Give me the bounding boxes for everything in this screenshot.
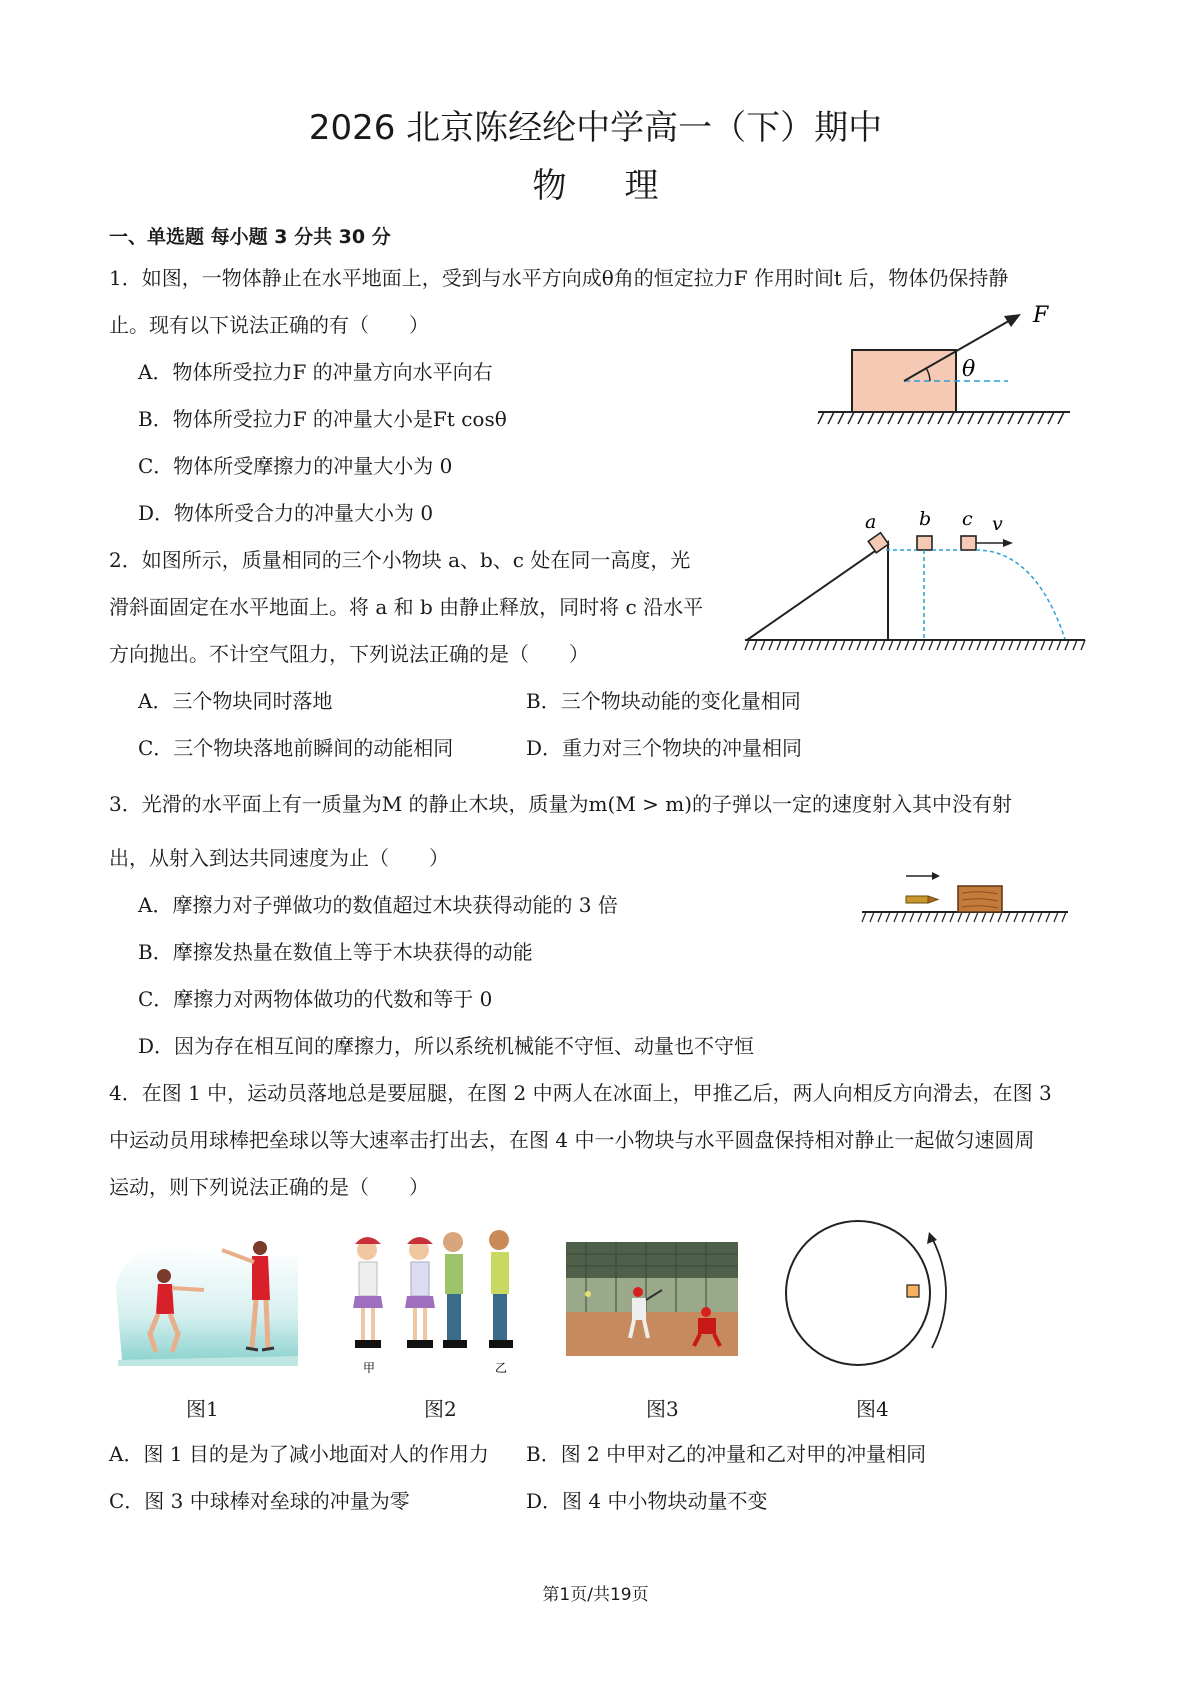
q4-rotation-arrow: [932, 1238, 946, 1348]
q1-option-a: A．物体所受拉力F 的冲量方向水平向右: [138, 360, 493, 384]
q2-option-a: A．三个物块同时落地: [138, 689, 333, 713]
q4-option-d: D．图 4 中小物块动量不变: [526, 1489, 768, 1513]
q4-fig1-gymnast: [112, 1228, 302, 1368]
q1-stem-line1: 1．如图，一物体静止在水平地面上，受到与水平方向成θ角的恒定拉力F 作用时间t 后，物体仍保持静: [109, 266, 1009, 290]
q4-option-b: B．图 2 中甲对乙的冲量和乙对甲的冲量相同: [526, 1442, 927, 1466]
q2-block-b: [917, 536, 932, 550]
q4-caption-fig2: 图2: [424, 1397, 457, 1421]
q3-stem-line1: 3．光滑的水平面上有一质量为M 的静止木块，质量为m(M > m)的子弹以一定的速度射入其中没有射: [109, 792, 1013, 816]
q4-stem-line3: 运动，则下列说法正确的是（ ）: [109, 1175, 429, 1199]
q1-option-d: D．物体所受合力的冲量大小为 0: [138, 501, 434, 525]
q2-label-v: v: [992, 513, 1003, 535]
q3-option-c: C．摩擦力对两物体做功的代数和等于 0: [138, 987, 493, 1011]
q4-fig2-label-jia: 甲: [363, 1361, 376, 1375]
q2-c-path: [976, 550, 1065, 639]
q4-option-c: C．图 3 中球棒对垒球的冲量为零: [109, 1489, 410, 1513]
q2-label-c: c: [962, 508, 973, 530]
q3-stem-line2: 出，从射入到达共同速度为止（ ）: [109, 846, 449, 870]
q4-fig4-disk: [782, 1218, 952, 1368]
q2-block-a: [868, 533, 888, 553]
q3-bullet: [906, 896, 938, 903]
q2-stem-line2: 滑斜面固定在水平地面上。将 a 和 b 由静止释放，同时将 c 沿水平: [109, 595, 704, 619]
q3-option-a: A．摩擦力对子弹做功的数值超过木块获得动能的 3 倍: [138, 893, 618, 917]
q4-stem-line2: 中运动员用球棒把垒球以等大速率击打出去，在图 4 中一小物块与水平圆盘保持相对静止一起做匀速圆周: [109, 1128, 1035, 1152]
q4-small-block: [907, 1285, 919, 1297]
q2-option-b: B．三个物块动能的变化量相同: [526, 689, 801, 713]
q4-fig2-skaters: [345, 1228, 535, 1378]
q3-option-d: D．因为存在相互间的摩擦力，所以系统机械能不守恒、动量也不守恒: [138, 1034, 755, 1058]
q4-caption-fig1: 图1: [186, 1397, 219, 1421]
page-title: 2026 北京陈经纶中学高一（下）期中: [308, 108, 883, 148]
q1-option-b: B．物体所受拉力F 的冲量大小是Ft cosθ: [138, 407, 507, 431]
section-heading: 一、单选题 每小题 3 分共 30 分: [109, 226, 391, 248]
q4-caption-fig3: 图3: [646, 1397, 679, 1421]
q1-force-label: F: [1033, 303, 1049, 328]
q2-stem-line3: 方向抛出。不计空气阻力，下列说法正确的是（ ）: [109, 642, 589, 666]
q2-stem-line1: 2．如图所示，质量相同的三个小物块 a、b、c 处在同一高度，光: [109, 548, 691, 572]
q1-theta-label: θ: [962, 357, 976, 382]
q2-label-a: a: [865, 511, 877, 533]
q2-incline: [747, 542, 888, 640]
q2-block-c: [961, 536, 976, 550]
q2-label-b: b: [919, 508, 932, 530]
q2-option-d: D．重力对三个物块的冲量相同: [526, 736, 803, 760]
page-number: 第1页/共19页: [542, 1585, 649, 1605]
q1-option-c: C．物体所受摩擦力的冲量大小为 0: [138, 454, 453, 478]
q3-option-b: B．摩擦发热量在数值上等于木块获得的动能: [138, 940, 533, 964]
q4-caption-fig4: 图4: [856, 1397, 889, 1421]
q3-figure: [862, 866, 1072, 926]
q4-fig3-baseball-photo: [566, 1242, 738, 1356]
q2-option-c: C．三个物块落地前瞬间的动能相同: [138, 736, 454, 760]
q4-option-a: A．图 1 目的是为了减小地面对人的作用力: [109, 1442, 489, 1466]
q1-stem-line2: 止。现有以下说法正确的有（ ）: [109, 313, 429, 337]
q4-stem-line1: 4．在图 1 中，运动员落地总是要屈腿，在图 2 中两人在冰面上，甲推乙后，两人向相反方向滑去，在图 3: [109, 1081, 1052, 1105]
q1-figure: [818, 300, 1078, 430]
q4-fig2-label-yi: 乙: [495, 1361, 508, 1375]
q2-figure: [745, 508, 1090, 652]
subject-title: 物理: [532, 166, 717, 206]
